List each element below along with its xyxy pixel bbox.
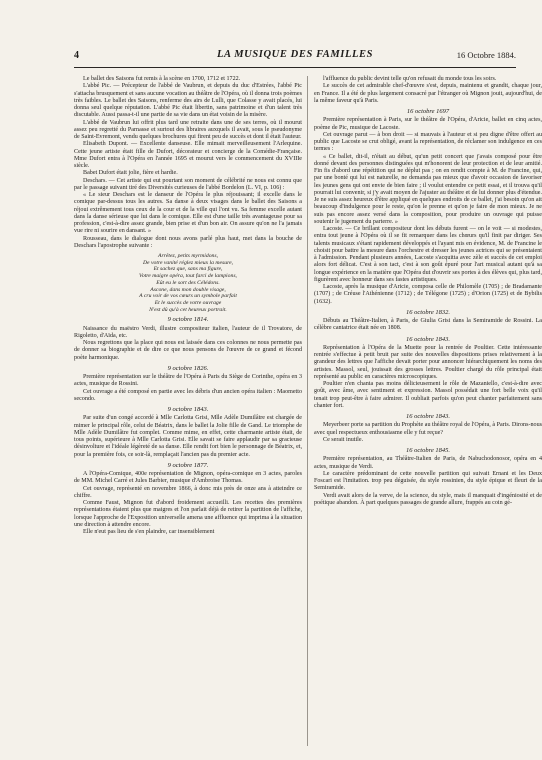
paragraph: L'abbé Pic. — Précepteur de l'abbé de Vaubrun, et depuis du duc d'Estrées, l'abbé Pic s'attacha brusquement et sans aucune vocation au théâtre de l'Opéra, où il donna trois poèmes très faibles. Le ballet des Saisons, renferme des airs de Lulli, que Colasse y avait placés, lui donna seul quelque réputation. L'abbé Pic était libertin, sans patrimoine et d'un talent très discutable. Aussi passa-t-il une partie de sa vie dans un état voisin de la misère. <box>74 83 302 119</box>
left-column <box>74 76 302 536</box>
paragraph: Cet ouvrage a été composé en partie avec les débris d'un ancien opéra italien : Maometto secondo. <box>74 388 302 402</box>
date-heading: 9 octobre 1877. <box>167 461 209 469</box>
paragraph: Débuts au Théâtre-Italien, à Paris, de Giulia Grisi dans la Semiramide de Rossini. La célèbre cantatrice était née en 1808. <box>314 318 542 332</box>
verse-line: Votre maigre opéra, tout farci de lampions, <box>139 273 237 280</box>
verse-line: N'est dû qu'à cet heureux portrait. <box>149 306 227 313</box>
date-heading: 9 octobre 1843. <box>167 406 209 414</box>
issue-date: 16 Octobre 1884. <box>456 50 516 60</box>
verse-line: Arrêtez, petits myrmidons, <box>157 253 219 259</box>
verse-line: Et sachez que, sans ma figure, <box>153 266 223 273</box>
paragraph: Nous regrettons que la place qui nous est laissée dans ces colonnes ne nous permette pas de donner sa biographie et de dire ce que nous pensons de l'œuvre de ce grand et fécond poète harmonique. <box>74 340 302 361</box>
paragraph: Verdi avait alors de la verve, de la science, du style, mais il manquait d'ingéniosité et de poétique abandon. À part quelques passages de grande allure, frappés au coin gé- <box>314 492 542 506</box>
date-heading: 16 octobre 1697 <box>406 108 450 115</box>
paragraph: Par suite d'un congé accordé à Mlle Carlotta Grisi, Mlle Adèle Dumilâtre est chargée de mimer le principal rôle, celui de Béatrix, dans le ballet la Jolie fille de Gand. Le triomphe de Mlle Adèle Dumilâtre fut complet. Comme mime, en effet, cette charmante artiste était, de tous points, supérieure à Mlle Carlotta Grisi. Elle savait se faire applaudir par sa gracieuse désinvolture et l'idéale légèreté de sa danse. Elle rendit fort bien le personnage de Béatrix, et, pour la première fois, ce soir-là, remplaçait l'ancien pas du premier acte. <box>74 415 302 458</box>
paragraph: Deschars. — Cet artiste qui eut pourtant son moment de célébrité ne nous est connu que par le passage suivant tiré des Diversités curieuses de l'abbé Bordelon (L. VI, p. 106) : <box>74 177 302 191</box>
verse-line: Et le succès de votre ouvrage <box>154 299 222 306</box>
right-column <box>314 76 542 507</box>
paragraph: Lacoste, après la musique d'Aricie, composa celle de Philomèle (1705) ; de Bradamante (1707) ; de Créuse l'Athénienne (1712) ; de Télégone (1725) ; d'Orion (1725) et de Bybilis (1632). <box>314 284 542 305</box>
date-heading: 16 octobre 1843. <box>406 335 450 343</box>
paragraph: l'affluence du public devint telle qu'on refusait du monde tous les soirs. <box>323 76 497 82</box>
paragraph: Première représentation sur le théâtre de l'Opéra à Paris du Siège de Corinthe, opéra en 3 actes, musique de Rossini. <box>74 374 302 388</box>
column-divider <box>307 76 308 746</box>
paragraph: Première représentation, au Théâtre-Italien de Paris, de Nabuchodonosor, opéra en 4 actes, musique de Verdi. <box>314 456 542 470</box>
paragraph: « Le sieur Deschars est le danseur de l'Opéra le plus réjouissant; il excelle dans le comique par-dessus tous les autres. Sa danse à deux visages dans le ballet des Saisons a réjoui extrêmement tous ceux de la cour et de la ville qui l'ont vu. Sa femme excelle autant dans la danse sérieuse que lui dans le comique. Elle est d'une taille très avantageuse pour sa profession, c'est-à-dire assez grande, bien prise et d'un bon air. On assure qu'on ne l'a jamais vue rire ni sourire en dansant. » <box>74 192 302 235</box>
paragraph: Elle n'eut pas lieu de s'en plaindre, car insensiblement <box>83 529 215 536</box>
header-rule <box>74 67 516 68</box>
paragraph: A l'Opéra-Comique, 400e représentation de Mignon, opéra-comique en 3 actes, paroles de MM. Michel Carré et Jules Barbier, musique d'Ambroise Thomas. <box>74 471 302 485</box>
paragraph: Ce serait inutile. <box>323 436 364 443</box>
date-heading: 16 octobre 1845. <box>406 447 450 454</box>
paragraph: Cet ouvrage, représenté en novembre 1866, à donc mis près de onze ans à atteindre ce chiffre. <box>74 485 302 499</box>
paragraph: Comme Faust, Mignon fut d'abord froidement accueilli. Les recettes des premières représentations étaient plus que maigres et l'on parlait déjà de retirer la partition de l'affiche, lorsque l'approche de l'Exposition universelle amena une affluence qui imprima à la situation une direction à attendre encore. <box>74 500 302 528</box>
verse-line: Eût eu le sort des Célédons. <box>156 279 220 286</box>
paragraph: « Ce ballet, dit-il, n'était au début, qu'un petit concert que j'avais composé pour être donné devant des personnes distinguées qui m'honorent de leur protection et de leur amitié. Fin fis d'abord une répétition qui ne déplut pas ; on en rendit compte à M. de Francine, qui, par une bonté qui lui est naturelle, ne demanda pas mieux que d'avoir occasion de favoriser les jeunes gens qui ont envie de bien faire ; il voulut entendre ce petit essai, et il trouva qu'il pourrait lui convenir, si j'y avait moyen de l'ajuster au théâtre et de lui donner plus d'étendue. Je ne suis assez heureux d'être appliqué en quelques endroits de ce ballet, j'ai besoin qu'on ait beaucoup d'indulgence pour le reste, qu'on le prenne et qu'on je faire de mon mieux. Je ne suis pas encore assez versé dans la composition, pour produire un ouvrage qui puisse soutenir le jugement du parterre. » <box>314 153 542 225</box>
verse-line: De votre vanité réglez mieux la mesure, <box>142 259 234 266</box>
paragraph: Le succès de cet admirable chef-d'œuvre s'est, depuis, maintenu et grandit, chaque jour, en France. Il a été de plus largement consacré par l'étranger où Mignon jouit, aujourd'hui, de la même faveur qu'à Paris. <box>314 83 542 104</box>
page-header <box>74 50 516 66</box>
paragraph: Rousseau, dans le dialogue dont nous avons parlé plus haut, met dans la bouche de Deschars l'apostrophe suivante : <box>74 235 302 249</box>
date-heading: 16 octobre 1832. <box>406 308 450 316</box>
date-heading: 16 octobre 1843. <box>406 413 450 420</box>
journal-title: LA MUSIQUE DES FAMILLES <box>216 49 374 60</box>
paragraph: Elisabeth Dupont. — Excellente danseuse. Elle mimait merveilleusement l'Arlequine. Cette jeune artiste était fille de Dufort, décorateur et concierge de la Comédie-Française. Mme Dufort entra à l'Opéra en l'année 1695 et mourut vers le commencement du XVIIIe siècle. <box>74 141 302 169</box>
paragraph: Le ballet des Saisons fut remis à la scène en 1700, 1712 et 1722. <box>83 76 241 82</box>
paragraph: Lacoste. — Ce brillant compositeur dont les débuts furent — on le voit — si modestes, entra tout jeune à l'Opéra où il se fit remarquer dans les chœurs qu'il finit par diriger. Ses talents musicaux s'étant rapidement développés et l'ayant mis en évidence, M. de Francine le choisit pour battre la mesure dans l'orchestre et dresser les jeunes actrices qui se présentaient à l'admission. Pendant plusieurs années, Lacoste s'acquitta avec zèle et succès de cet emploi alors fort délicat. C'est à son tact, c'est à son goût épuré pour l'art musical autant qu'à sa longue expérience en la matière que l'Opéra dut d'ouvrir ses portes à des élèves qui, plus tard, figurèrent avec honneur dans ses fastes artistiques. <box>314 226 542 283</box>
paragraph: Babet Dufort était jolie, fière et hardie. <box>83 170 178 177</box>
paragraph: Première représentation à Paris, sur le théâtre de l'Opéra, d'Aricie, ballet en cinq actes, poème de Pic, musique de Lacoste. <box>314 117 542 131</box>
paragraph: Représentation à l'Opéra de la Muette pour la rentrée de Poultier. Cette intéressante rentrée s'effectue à petit bruit par suite des nouvelles dispositions prises relativement à la grandeur des lettres que l'affiche devait porter pour annoncer hiérarchiquement les noms des artistes. Massol, seul, jouissait des grosses lettres. Poultier chargé du rôle principal était représenté au public en caractères microscopiques. <box>314 344 542 380</box>
paragraph: Le caractère prédominant de cette nouvelle partition qui suivait Ernani et les Deux Foscari est l'imitation. trop peu déguisée, du style rossinien, du style épique et fleuri de la Semiramide. <box>314 470 542 492</box>
date-heading: 9 octobre 1826. <box>167 364 209 372</box>
verse-line: Ascone, dans mon double visage, <box>150 286 226 293</box>
paragraph: Meyerbeer porte sa partition du Prophète au théâtre royal de l'Opéra, à Paris. Dirons-nous avec quel respectueux enthousiasme elle y fut reçue? <box>314 422 542 436</box>
paragraph: Naissance du maëstro Verdi, illustre compositeur italien, l'auteur de il Trovatore, de Rigoletto, d'Aïda, etc. <box>74 325 302 339</box>
verse-block <box>74 253 302 313</box>
paragraph: L'abbé de Vaubrun lui offrit plus tard une retraite dans une de ses terres, où il mourut assez peu regretté du Parnasse et surtout des libraires auxquels il avait, sous le pseudonyme de Saint-Evremont, vendu quelques brochures qui firent peu de succès et dont il était l'auteur. <box>74 119 302 140</box>
date-heading: 9 octobre 1814. <box>167 316 209 324</box>
paragraph: Cet ouvrage parut — à bon droit — si mauvais à l'auteur et si peu digne d'être offert au public que Lacoste se crut obligé, avant la représentation, de réclamer son indulgence en ces termes : <box>314 131 542 153</box>
page-number: 4 <box>74 50 79 61</box>
verse-line: A cru voir de vos cœurs un symbole parfait <box>139 293 237 300</box>
paragraph: Poultier n'en chanta pas moins délicieusement le rôle de Mazaniello, c'est-à-dire avec goût, avec âme, avec sentiment et expression. Massol possédait une fort belle voix qu'il tenait trop peut-être à faire admirer. Il oubliait parfois qu'on peut chanter parfaitement sans chanter fort. <box>314 381 542 409</box>
